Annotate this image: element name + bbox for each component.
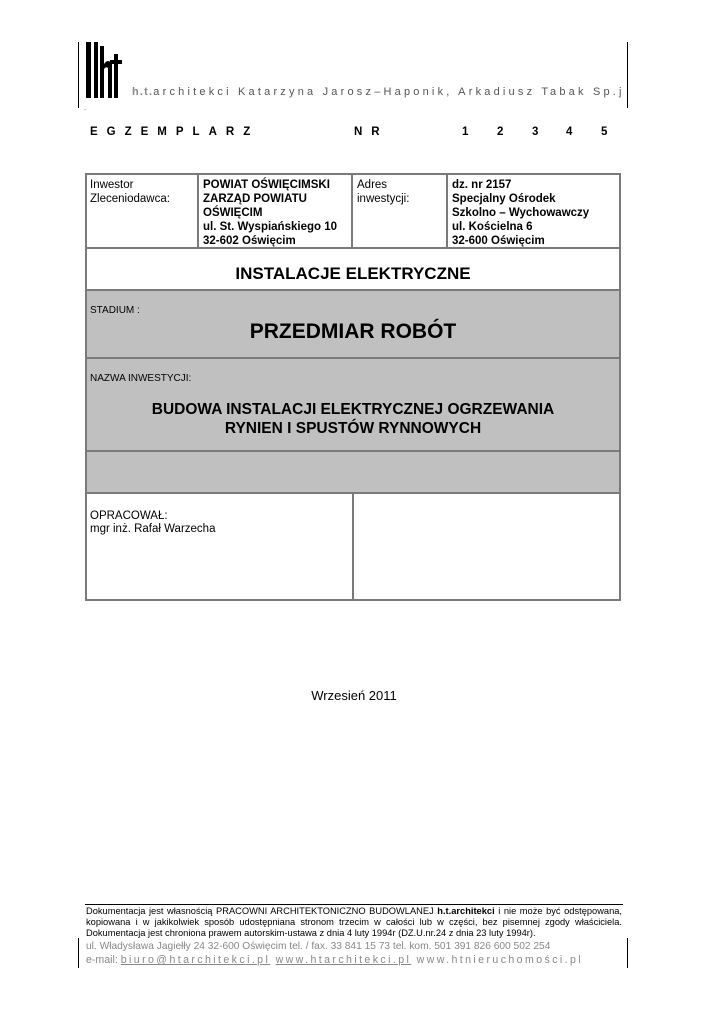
header-left-rule [78,42,79,108]
col-sep-2 [351,175,353,248]
address-value: dz. nr 2157 Specjalny Ośrodek Szkolno – Wychowawczy ul. Kościelna 6 32-600 Oświęcim [452,179,590,247]
email-link[interactable]: biuro@htarchitekci.pl [120,954,271,966]
address-label: Adres inwestycji: [357,179,410,205]
website-link-1[interactable]: www.htarchitekci.pl [275,954,412,966]
row-sep-1 [87,247,619,249]
empty-section [87,452,619,492]
copy-number-3: 3 [532,126,539,138]
author-col-sep [352,494,354,599]
branch-title: INSTALACJE ELEKTRYCZNE [235,264,471,283]
investment-title: BUDOWA INSTALACJI ELEKTRYCZNEJ OGRZEWANIA RYNIEN I SPUSTÓW RYNNOWYCH [151,401,555,437]
investor-value: POWIAT OŚWIĘCIMSKI ZARZĄD POWIATU OŚWIĘCIM ul. St. Wyspiańskiego 10 32-602 Oświęcim [203,179,337,247]
author-label: OPRACOWAŁ: [90,510,168,522]
author-name: mgr inż. Rafał Warzecha [90,523,216,535]
footer-rule [85,904,623,905]
copy-number-2: 2 [497,126,504,138]
copy-label: EGZEMPLARZ [90,126,260,138]
copy-nr-label: NR [354,126,389,138]
footer-left-rule [78,938,79,968]
website-link-2[interactable]: www.htnieruchomości.pl [416,954,584,966]
investor-label: Inwestor Zleceniodawca: [90,179,170,205]
document-date: Wrzesień 2011 [311,688,397,703]
footer-right-rule [627,938,628,968]
col-sep-1 [197,175,199,248]
ht-logo [86,42,122,98]
footer-address: ul. Władysława Jagiełły 24 32-600 Oświęcim tel. / fax. 33 841 15 73 tel. kom. 501 391 826 600 502 254 [86,941,551,952]
footer-copyright-firm: h.t.architekci [437,906,495,916]
stage-title: PRZEDMIAR ROBÓT [249,320,457,343]
col-sep-3 [446,175,448,248]
firm-name [132,86,625,98]
footer-contact [86,954,583,966]
header-right-rule [627,42,628,108]
header-dot: . [84,103,87,112]
email-label: e-mail: [86,954,121,966]
footer-copyright-post: i nie może być odstępowana, kopiowana i w jakikolwiek sposób udostępniana stronom trzecim w całości lub w części, bez pisemnej zgody właściciela. Dokumentacja jest chroniona prawem autorskim-ustawa z dnia 4 luty 1994r (DZ.U.nr.24 z dnia 23 luty 1994r). [86,906,623,938]
copy-number-1: 1 [462,126,469,138]
investment-label: NAZWA INWESTYCJI: [90,373,192,384]
firm-rest: architekci Katarzyna Jarosz–Haponik, Arkadiusz Tabak Sp.j [153,86,625,98]
copy-number-4: 4 [566,126,573,138]
firm-prefix: h.t. [132,86,154,98]
footer-copyright-pre: Dokumentacja jest własnością PRACOWNI ARCHITEKTONICZNO BUDOWLANEJ [86,906,438,916]
copy-number-5: 5 [601,126,608,138]
stage-label: STADIUM : [90,305,140,316]
footer-copyright [86,906,622,939]
